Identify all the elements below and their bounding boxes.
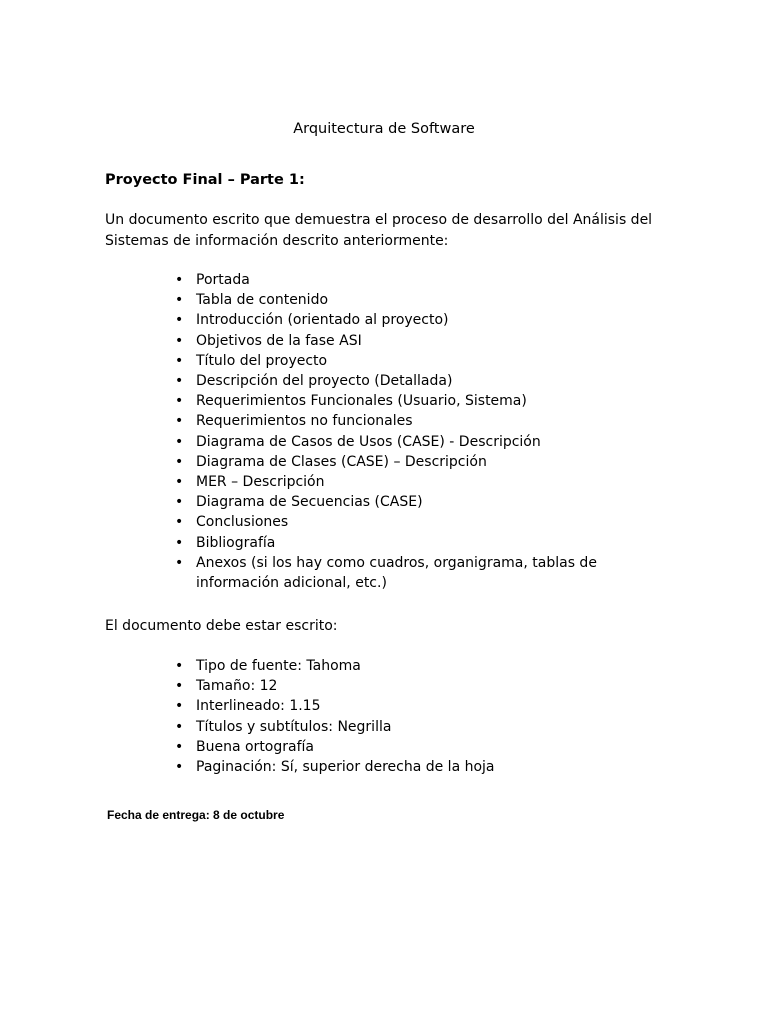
- list-item-text: Anexos (si los hay como cuadros, organigrama, tablas de información adicional, etc.): [196, 554, 597, 592]
- list-item-text: Portada: [196, 272, 250, 288]
- bullet-icon: •: [175, 474, 184, 491]
- bullet-icon: •: [175, 453, 184, 470]
- list-item: [0, 656, 666, 676]
- list-item-text: Tabla de contenido: [196, 292, 329, 309]
- bullet-icon: •: [175, 272, 184, 288]
- bullet-icon: •: [175, 738, 184, 755]
- list-item: [0, 492, 666, 512]
- list-item: [0, 270, 666, 290]
- list-item: [0, 737, 666, 757]
- list-item-text: Buena ortografía: [196, 738, 314, 755]
- list-item-text: Título del proyecto: [196, 352, 328, 369]
- bullet-icon: •: [175, 373, 184, 390]
- due-date: Fecha de entrega: 8 de octubre: [107, 808, 285, 822]
- deliverables-list: [0, 270, 768, 593]
- format-intro-paragraph: El documento debe estar escrito:: [105, 618, 338, 634]
- list-item: [0, 676, 666, 696]
- list-item-text: MER – Descripción: [196, 474, 325, 491]
- section-heading: Proyecto Final – Parte 1:: [105, 172, 305, 188]
- list-item: [0, 757, 666, 777]
- bullet-icon: •: [175, 718, 184, 735]
- list-item-text: Descripción del proyecto (Detallada): [196, 373, 453, 390]
- list-item-text: Requerimientos no funcionales: [196, 413, 413, 430]
- bullet-icon: •: [175, 698, 184, 715]
- list-item: [0, 371, 666, 391]
- bullet-icon: •: [175, 413, 184, 430]
- bullet-icon: •: [175, 534, 184, 551]
- bullet-icon: •: [175, 433, 184, 450]
- list-item: [0, 391, 666, 411]
- list-item-text: Diagrama de Casos de Usos (CASE) - Descripción: [196, 433, 541, 450]
- bullet-icon: •: [175, 658, 184, 674]
- list-item-text: Requerimientos Funcionales (Usuario, Sistema): [196, 393, 527, 410]
- list-item-text: Bibliografía: [196, 534, 276, 551]
- list-item-text: Diagrama de Secuencias (CASE): [196, 494, 423, 511]
- list-item-text: Conclusiones: [196, 514, 289, 531]
- list-item-text: Tamaño: 12: [196, 678, 278, 695]
- bullet-icon: •: [175, 292, 184, 309]
- bullet-icon: •: [175, 332, 184, 349]
- list-item: [0, 717, 666, 737]
- list-item: [0, 472, 666, 492]
- bullet-icon: •: [175, 312, 184, 329]
- bullet-icon: •: [175, 678, 184, 695]
- list-item-text: Introducción (orientado al proyecto): [196, 312, 449, 329]
- bullet-icon: •: [175, 352, 184, 369]
- list-item: [0, 331, 666, 351]
- list-item: [0, 290, 666, 310]
- list-item: [0, 512, 666, 532]
- document-title: Arquitectura de Software: [293, 121, 475, 137]
- list-item: [0, 432, 666, 452]
- list-item-text: Interlineado: 1.15: [196, 698, 321, 715]
- list-item: [0, 452, 666, 472]
- list-item: [0, 310, 666, 330]
- list-item: [0, 411, 666, 431]
- bullet-icon: •: [175, 514, 184, 531]
- list-item-text: Tipo de fuente: Tahoma: [196, 658, 361, 674]
- bullet-icon: •: [175, 554, 184, 571]
- bullet-icon: •: [175, 759, 184, 776]
- list-item-text: Títulos y subtítulos: Negrilla: [196, 718, 392, 735]
- format-requirements-list: [0, 656, 768, 777]
- bullet-icon: •: [175, 393, 184, 410]
- list-item-text: Paginación: Sí, superior derecha de la hoja: [196, 759, 495, 776]
- list-item: [0, 533, 666, 553]
- list-item: [0, 351, 666, 371]
- intro-paragraph: Un documento escrito que demuestra el proceso de desarrollo del Análisis del Sistemas de información descrito anteriormente:: [105, 212, 653, 249]
- bullet-icon: •: [175, 494, 184, 511]
- list-item-text: Diagrama de Clases (CASE) – Descripción: [196, 453, 487, 470]
- list-item: [0, 553, 666, 593]
- list-item: [0, 696, 666, 716]
- list-item-text: Objetivos de la fase ASI: [196, 332, 362, 349]
